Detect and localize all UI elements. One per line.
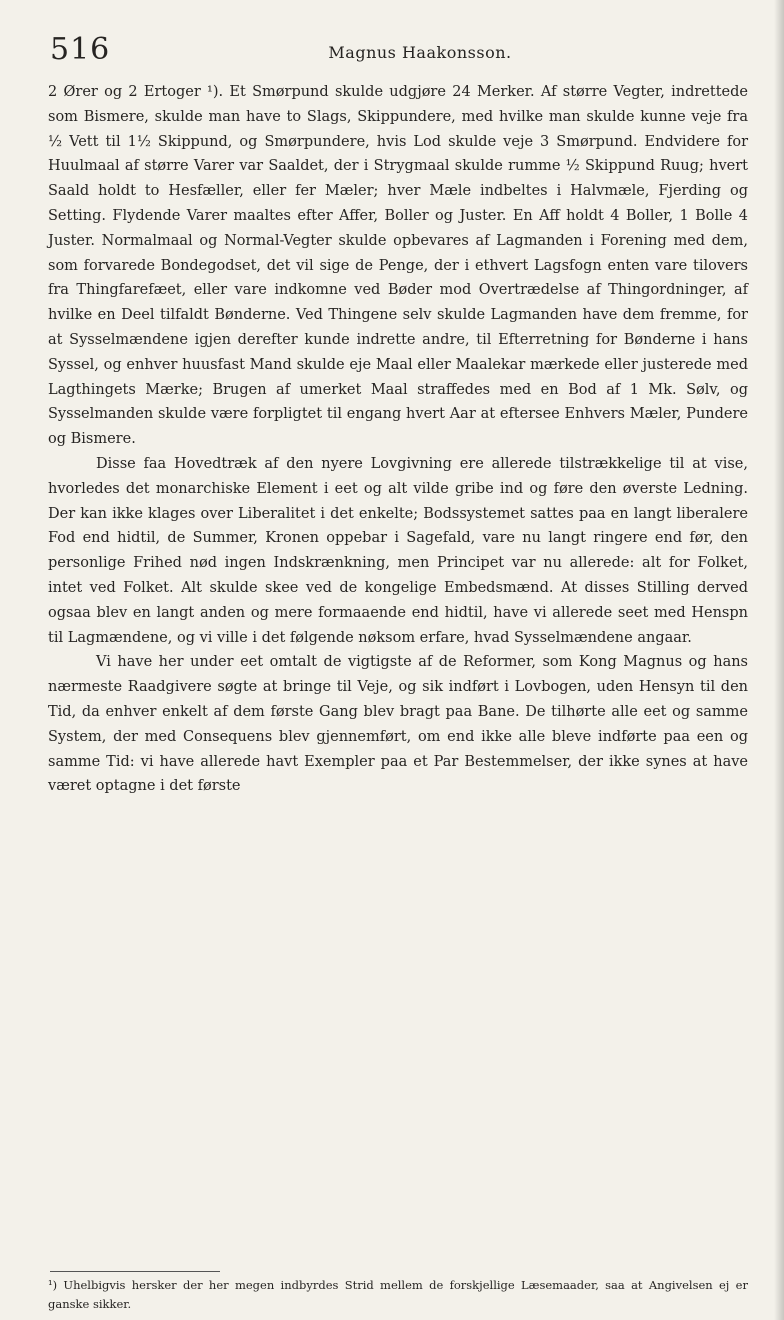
footnote-divider — [50, 1271, 220, 1272]
page-number: 516 — [50, 32, 111, 67]
body-text — [48, 80, 748, 799]
paragraph: 2 Ører og 2 Ertoger ¹). Et Smørpund skulde udgjøre 24 Merker. Af større Vegter, indrettede som Bismere, skulde man have to Slags, Skippundere, med hvilke man skulde kunne veje fra ½ Vett til 1½ Skippund, og Smørpundere, hvis Lod skulde veje 3 Smørpund. Endvidere for Huulmaal af større Varer var Saaldet, der i Strygmaal skulde rumme ½ Skippund Ruug; hvert Saald holdt to Hesfæller, eller fer Mæler; hver Mæle indbeltes i Halvmæle, Fjerding og Setting. Flydende Varer maaltes efter Affer, Boller og Juster. En Aff holdt 4 Boller, 1 Bolle 4 Juster. Normalmaal og Normal-Vegter skulde opbevares af Lagmanden i Forening med dem, som forvarede Bondegodset, det vil sige de Penge, der i ethvert Lagsfogn enten vare tilovers fra Thingfarefæet, eller vare indkomne ved Bøder mod Overtrædelse af Thingordninger, af hvilke en Deel tilfaldt Bønderne. Ved Thingene selv skulde Lagmanden have dem fremme, for at Sysselmændene igjen derefter kunde indrette andre, til Efterretning for Bønderne i hans Syssel, og enhver huusfast Mand skulde eje Maal eller Maalekar mærkede eller justerede med Lagthingets Mærke; Brugen af umerket Maal straffedes med en Bod af 1 Mk. Sølv, og Sysselmanden skulde være forpligtet til engang hvert Aar at eftersee Enhvers Mæler, Pundere og Bismere. — [48, 84, 748, 448]
paragraph: Disse faa Hovedtræk af den nyere Lovgivning ere allerede tilstrækkelige til at vise, hvorledes det monarchiske Element i eet og alt vilde gribe ind og føre den øverste Ledning. Der kan ikke klages over Liberalitet i det enkelte; Bodssystemet sattes paa en langt liberalere Fod end hidtil, de Summer, Kronen oppebar i Sagefald, vare nu langt ringere end før, den personlige Frihed nød ingen Indskrænkning, men Principet var nu allerede: alt for Folket, intet ved Folket. Alt skulde skee ved de kongelige Embedsmænd. At disses Stilling derved ogsaa blev en langt anden og mere formaaende end hidtil, have vi allerede seet med Henspn til Lagmændene, og vi ville i det følgende nøksom erfare, hvad Sysselmændene angaar. — [48, 455, 748, 646]
page-header — [50, 30, 750, 80]
running-title: Magnus Haakonsson. — [328, 43, 512, 62]
paragraph: Vi have her under eet omtalt de vigtigste af de Reformer, som Kong Magnus og hans nærmeste Raadgivere søgte at bringe til Veje, og sik indført i Lovbogen, uden Hensyn til den Tid, da enhver enkelt af dem første Gang blev bragt paa Bane. De tilhørte alle eet og samme System, der med Consequens blev gjennemført, om end ikke alle bleve indførte paa een og samme Tid: vi have allerede havt Exempler paa et Par Bestemmelser, der ikke synes at have været optagne i det første — [48, 654, 748, 795]
page-edge-shadow — [774, 0, 784, 1320]
footnote: ¹) Uhelbigvis hersker der her megen indbyrdes Strid mellem de forskjellige Læsemaader, saa at Angivelsen ej er ganske sikker. — [48, 1278, 748, 1311]
